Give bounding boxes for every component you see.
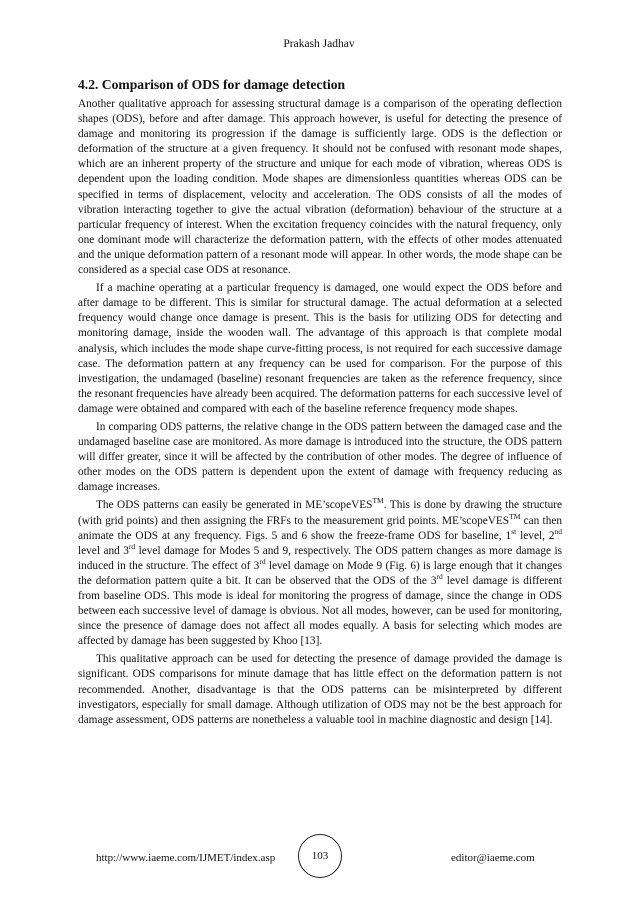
running-header [0,38,638,50]
paragraph [78,97,562,278]
superscript: st [511,526,517,536]
paragraph [78,420,562,495]
paragraph [78,652,562,727]
text-run: level, 2 [516,529,555,542]
section-body [78,76,562,728]
text-run: level and 3 [78,544,129,557]
text-run: level damage on Mode 9 (Fig. 6) is large enough that it changes the deformation pattern quite a bit. It can be observed that the ODS of the 3 [78,559,562,587]
text-run: The ODS patterns can easily be generated in ME’scopeVES [96,499,373,512]
text-run: Another qualitative approach for assessing structural damage is a comparison of the operating deflection shapes (ODS), before and after damage. This approach however, is useful for detecting the presence of damage and monitoring its progression if the damage is sufficiently large. ODS is the deflection or deformation of the structure at a given frequency. It should not be confused with resonant mode shapes, which are an inherent property of the structure and unique for each mode of vibration, whereas ODS is dependent upon the loading condition. Mode shapes are dimensionless quantities whereas ODS can be specified in terms of displacement, velocity and acceleration. The ODS consists of all the modes of vibration interacting together to give the actual vibration (deformation) behaviour of the structure at a particular frequency of interest. When the excitation frequency coincides with the natural frequency, only one dominant mode will characterize the deformation pattern, with the effects of other modes attenuated and the unique deformation pattern of a resonant mode will appear. In other words, the mode shape can be considered as a special case ODS at resonance. [78,98,562,277]
superscript: TM [509,511,521,521]
text-run: level damage for Modes 5 and 9, respectively. The ODS pattern changes as more damage is induced in the structure. The effect of 3 [78,544,563,572]
superscript: rd [259,557,266,567]
page-footer [0,834,638,878]
text-run: level damage is different from baseline ODS. This mode is ideal for monitoring the progress of damage, since the change in ODS between each successive level of damage is obvious. Not all modes, however, can be used for monitoring, since the presence of damage does not affect all modes equally. A basis for selecting which modes are affected by damage has been suggested by Khoo [13]. [78,574,562,648]
text-run: This qualitative approach can be used for detecting the presence of damage provided the damage is significant. ODS comparisons for minute damage that has little effect on the deformation pattern is not recommended. Another, disadvantage is that the ODS patterns can be misinterpreted by different investigators, especially for small damage. Although utilization of ODS may not be the best approach for damage assessment, ODS patterns are nonetheless a valuable tool in machine diagnostic and design [14]. [78,653,562,726]
superscript: nd [554,526,563,536]
text-run: can then animate the ODS at any frequency. Figs. 5 and 6 show the freeze-frame ODS for baseline, 1 [78,514,562,542]
text-run: . This is done by drawing the structure (with grid points) and then assigning the FRFs to the measurement grid points. ME’scopeVES [78,499,563,527]
superscript: TM [372,496,384,506]
section-heading: 4.2. Comparison of ODS for damage detection [78,77,346,92]
text-run: In comparing ODS patterns, the relative change in the ODS pattern between the damaged case and the undamaged baseline case are monitored. As more damage is introduced into the structure, the ODS pattern will differ greater, since it will be affected by the contribution of other modes. The degree of influence of other modes on the ODS pattern is dependent upon the extent of damage with frequency reducing as damage increases. [78,420,562,494]
paragraph [78,281,562,417]
editor-email-link[interactable]: editor@iaeme.com [451,852,535,864]
journal-url-link[interactable]: http://www.iaeme.com/IJMET/index.asp [96,852,276,864]
page-number: 103 [298,834,342,878]
header-author: Prakash Jadhav [283,38,355,50]
paragraph [78,498,562,649]
superscript: rd [436,572,443,582]
text-run: If a machine operating at a particular frequency is damaged, one would expect the ODS before and after damage to be different. This is similar for structural damage. The actual deformation at a selected frequency would change once damage is present. This is the basis for utilizing ODS for detecting and monitoring damage, inside the wooden wall. The advantage of this approach is that complete modal analysis, which includes the mode shape curve-fitting process, is not required for each successive damage case. The deformation pattern at any frequency can be used for comparison. For the purpose of this investigation, the undamaged (baseline) resonant frequencies are taken as the reference frequency, since the resonant frequencies have already been acquired. The deformation patterns for each successive level of damage were obtained and compared with each of the baseline reference frequency mode shapes. [78,282,562,415]
superscript: rd [128,541,136,551]
